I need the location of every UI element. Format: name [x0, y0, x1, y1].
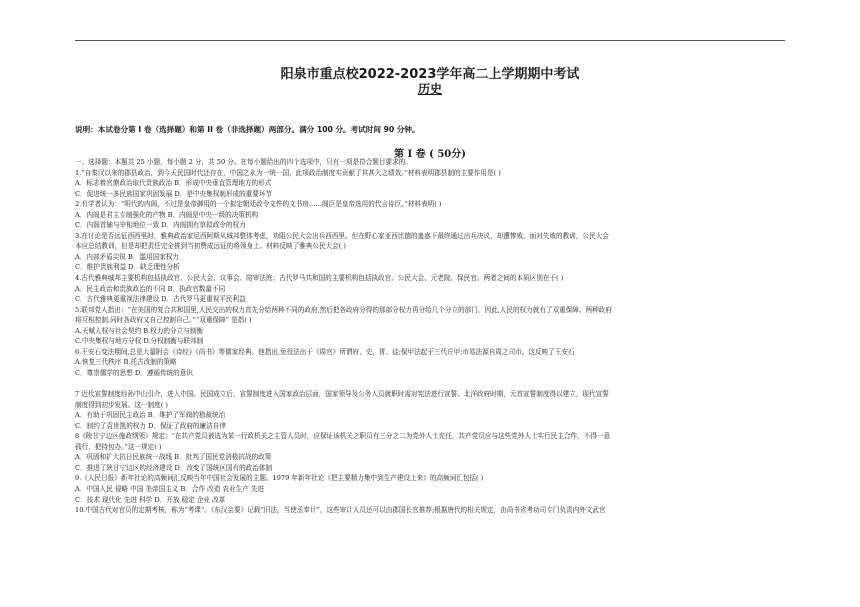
- question-body: [75, 157, 790, 516]
- text-line: 6.王安石变法期间,总是大量附会《诗经》《尚书》等儒家经典。他指出,免役法出于《周官》所谓府、史、胥、徒;保甲法起于三代丘甲;市易法源自周之司市。这反映了王安石: [75, 347, 575, 356]
- text-line: A．民主政治和贵族政治的不同 B．执政官数量不同: [75, 284, 226, 293]
- text-line: 制度得到初步发展。这一制度( ): [75, 400, 168, 409]
- text-line: 7 近代宣誓制度经孙中山引介，进入中国。民国成立后，宣誓制度进入国家政治层面，国家领导及公务人员就职时需对宪法进行宣誓。北洋政府时期，元首宣誓制度得以建立，现代宣誓: [75, 390, 609, 399]
- text-line: A．标志着官僚政治取代贵族政治 B．形成中央垂直管理地方的形式: [75, 179, 272, 188]
- text-line: C．古代雅典更重视法律建设 D．古代罗马更重视平民利益: [75, 295, 246, 304]
- text-line: [75, 378, 790, 389]
- text-line: C．维护贵族利益 D．缺乏理性分析: [75, 263, 180, 272]
- exam-subject: 历史: [417, 82, 442, 96]
- text-line: A．巩固和扩大抗日民族统一战线 B．批判了国民党消极抗战的政策: [75, 453, 272, 462]
- section-title: 第 I 卷 ( 50分): [394, 149, 466, 160]
- text-line: C.中央集权与地方分权 D.分权制衡与联邦制: [75, 337, 204, 346]
- text-line: 3.在讨论是否远征西西里时，雅典政治家尼西阿斯从城邦整体考虑，劝阻公民大会出兵西西里。但在野心家亚西比德的蛊惑下最终通过出兵决议，却遭惨败。面对失败的教训，公民大会: [75, 231, 609, 240]
- text-line: 10.中国古代对官员的定期考核，称为“考课”。《东汉会要》记载“旧法，当使丞奉计”，这些审计人员还可以由郡国长官推荐;根据唐代的相关规定，由尚书省考功司专门负责内外文武官: [75, 506, 606, 515]
- text-line: C．推进了陕甘宁边区的经济建设 D．改变了国统区国有的政治体制: [75, 463, 273, 472]
- exam-instructions: 说明：本试卷分第 I 卷（选择题）和第 II 卷（非选择题）两部分。满分 100 分。考试时间 90 分钟。: [75, 125, 420, 134]
- text-line: C．促进统一多民族国家巩固发展 D．是中央集权制形成的重要环节: [75, 189, 273, 198]
- text-line: 8《陕甘宁边区施政纲领》规定：“在共产党员被选为某一行政机关之主管人员时，应保证该机关之职员有三分之二为党外人士充任，共产党员应与这些党外人士实行民主合作，不得一意: [75, 432, 611, 441]
- text-line: 将互相控制,同时各政府又自己控制自己。”“双重保障” 是指( ): [75, 316, 252, 325]
- text-line: 4.古代雅典城邦主要机构包括执政官、公民大会、议事会、陪审法庭；古代罗马共和国的主要机构包括执政官、公民大会、元老院、保民官。两者之间的本质区别在于( ): [75, 274, 564, 283]
- text-line: 9.《人民日报》新年社论的高频词汇反映当年中国社会发展的主题。1979 年新年社论《把主要精力集中到生产建设上来》的高频词汇包括( ): [75, 474, 484, 483]
- text-line: A.恢复三代秩序 B.托古改制的策略: [75, 358, 177, 367]
- text-line: C．尊崇儒学的思想 D．遵循传统的意识: [75, 368, 193, 377]
- text-line: C．技术 现代化 先进 科学 D．开放 稳定 企业 改革: [75, 495, 226, 504]
- text-line: A.天赋人权与社会契约 B.权力的分立与制衡: [75, 326, 203, 335]
- text-line: A．内阁是君主专制强化的产物 B．内阁是中央一级的决策机构: [75, 210, 259, 219]
- text-line: 一、选择题：本题共 25 小题，每小题 2 分，共 50 分。在每小题给出的四个选项中，只有一项是符合题目要求的。: [75, 158, 412, 166]
- text-line: 本应总结教训，但是却把责任完全推到当初赞成远征的将领身上。材料反映了雅典公民大会( ): [75, 242, 346, 251]
- text-line: 2.有学者认为：“明代的内阁，不过是皇帝御用的一个拟定朝廷政令文件的文书房……阁臣是皇帝选用的代言侍臣。”材料表明( ): [75, 200, 442, 209]
- header-rule: [75, 40, 785, 41]
- text-line: 1.“自秦汉以来的郡县政治，到今天民国时代还存在，中国之永为一统一国，此项政治制度实贡献了其甚大之绩效。”材料表明郡县制的主要作用是( ): [75, 168, 501, 177]
- text-line: 5.联邦党人指出：“在美国的复合共和国里,人民交出的权力首先分给两种不同的政府,然后把各政府分得的那部分权力再分给几个分立的部门，因此,人民的权力就有了双重保障。两种政府: [75, 305, 612, 314]
- text-line: A．中国人民 侵略 中国 美帝国主义 B．合作 改造 农业生产 先进: [75, 484, 265, 493]
- text-line: A．内部矛盾尖锐 B．滥用国家权力: [75, 252, 180, 261]
- text-line: C．内阁首辅与宰相地位一致 D．内阁拥有草拟政令的权力: [75, 221, 246, 230]
- exam-title: 阳泉市重点校2022-2023学年高二上学期期中考试: [280, 67, 580, 82]
- text-line: A．有助于巩固民主政治 B．维护了军阀的独裁统治: [75, 411, 226, 420]
- text-line: C．制约了袁世凯的权力 D．保证了政府的廉洁自律: [75, 421, 226, 430]
- text-line: 孤行，把持包办。”这一规定( ): [75, 442, 162, 451]
